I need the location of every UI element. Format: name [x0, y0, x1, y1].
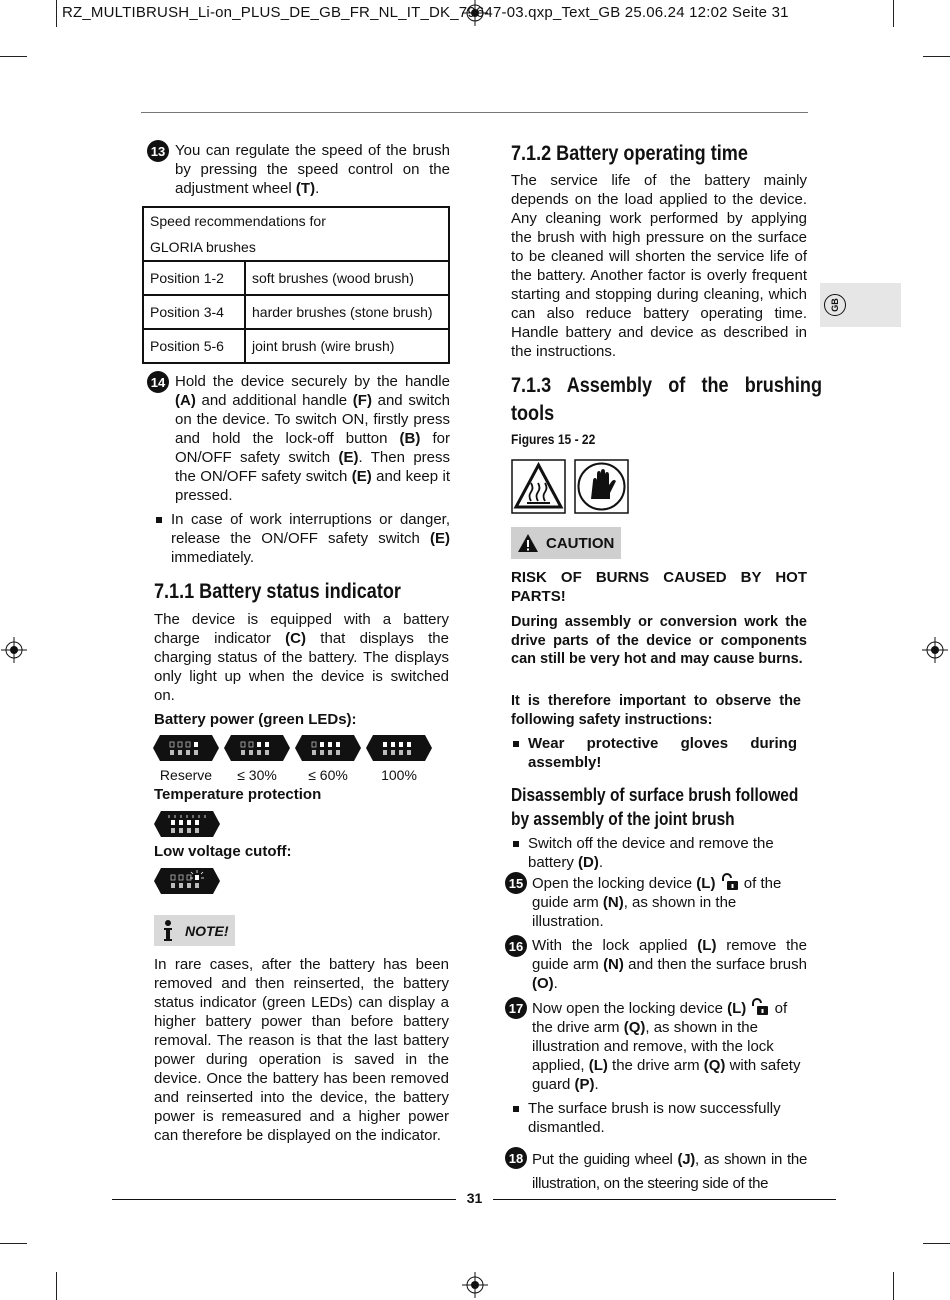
crop-mark: [923, 56, 950, 57]
table-header-line: GLORIA brushes: [150, 239, 256, 255]
safety-instructions-intro: It is therefore important to observe the following safety instructions:: [511, 693, 801, 728]
paragraph-text: that displays the charging status of the battery. The displays only light up when the device is switched on.: [154, 630, 449, 704]
bullet-text: Switch off the device and remove the battery: [528, 835, 774, 871]
led-indicator-icon: [294, 734, 362, 762]
burn-risk-text: RISK OF BURNS CAUSED BY HOT PARTS!: [511, 569, 807, 605]
section-heading: 7.1.3 Assembly of the brushing: [511, 374, 823, 397]
table-cell: Position 1-2: [143, 261, 245, 295]
table-cell: joint brush (wire brush): [245, 329, 449, 363]
table-row: [143, 295, 449, 329]
heading-7-1-1: [154, 578, 454, 606]
reference: (N): [603, 956, 624, 973]
table-cell: harder brushes (stone brush): [245, 295, 449, 329]
reference: (E): [338, 449, 359, 466]
step-text: and switch on the device. To switch ON, firstly press and hold the lock-off button: [175, 392, 450, 447]
reference: (D): [578, 854, 599, 871]
crop-mark: [893, 0, 894, 27]
table-cell: Position 5-6: [143, 329, 245, 363]
during-assembly-text: During assembly or conversion work the drive parts of the device or components can still be very hot and may cause burns.: [511, 614, 807, 667]
section-heading: 7.1.1 Battery status indicator: [154, 580, 401, 603]
unlocked-padlock-icon: [720, 873, 740, 891]
crop-mark: [0, 56, 27, 57]
note-paragraph: In rare cases, after the battery has been removed and then reinserted, the battery status indicator (green LEDs) can display a higher battery power than before battery removal. The reason is that the last battery power during operation is saved in the device. Once the battery has been removed and reinserted into the device, the battery power is remeasured and a higher power can therefore be displayed on the indicator.: [154, 956, 449, 1144]
caution-label: CAUTION: [546, 534, 615, 552]
unlocked-padlock-icon: [750, 998, 770, 1016]
footer-rule-left: [112, 1199, 456, 1200]
warning-triangle-icon: [517, 533, 539, 553]
step-15: [505, 873, 807, 931]
crop-mark: [56, 1272, 57, 1300]
table-cell: soft brushes (wood brush): [245, 261, 449, 295]
crop-mark: [923, 1243, 950, 1244]
reference: (A): [175, 392, 196, 409]
bullet-dismantled: [513, 1099, 807, 1137]
crop-mark: [56, 0, 57, 27]
step-text: Put the guiding wheel: [532, 1151, 678, 1168]
heading-7-1-2: [511, 140, 811, 168]
speed-table: [142, 206, 450, 364]
table-row: [143, 261, 449, 295]
step-text: , as shown in the illustration.: [532, 894, 737, 930]
reference: (O): [532, 975, 554, 992]
reference: (E): [430, 530, 450, 547]
step-text: , as shown in the illustration and remove, with the lock applied,: [532, 1019, 774, 1074]
step-text: .: [315, 180, 320, 197]
wear-gloves-icon: [574, 459, 629, 514]
reference: (L): [588, 1057, 608, 1074]
reference: (J): [677, 1151, 695, 1168]
note-badge: [154, 915, 235, 946]
page-number: 31: [466, 1190, 483, 1206]
step-number: 18: [505, 1147, 527, 1169]
bullet-switch-off: [513, 834, 807, 872]
low-voltage-led-icon: [153, 867, 221, 895]
reference: (Q): [623, 1019, 646, 1036]
step-text: Open the locking device: [532, 875, 697, 892]
led-label: Reserve: [159, 767, 213, 783]
step-number: 14: [147, 371, 169, 393]
bullet-icon: [513, 741, 519, 747]
step-text: of the drive arm: [532, 1000, 788, 1036]
led-label: ≤ 30%: [237, 767, 277, 783]
section-heading: 7.1.2 Battery operating time: [511, 142, 748, 165]
bullet-text: In case of work interruptions or danger, release the ON/OFF safety switch: [171, 511, 450, 547]
step-number: 13: [147, 140, 169, 162]
crop-mark: [0, 1243, 27, 1244]
step-16: [505, 936, 807, 993]
low-voltage-label: Low voltage cutoff:: [154, 843, 292, 860]
reference: (B): [399, 430, 421, 447]
step-number: 15: [505, 872, 527, 894]
step-text: You can regulate the speed of the brush by pressing the speed control on the adjustment wheel: [175, 142, 450, 197]
led-indicator-icon: [223, 734, 291, 762]
temperature-label: Temperature protection: [154, 786, 322, 803]
led-label: 100%: [381, 767, 417, 783]
step-13: [147, 141, 450, 198]
note-label: NOTE!: [185, 922, 229, 939]
step-text: for ON/OFF safety switch: [175, 430, 450, 466]
reference: (E): [351, 468, 372, 485]
table-cell: Position 3-4: [143, 295, 245, 329]
step-text: With the lock applied: [532, 937, 698, 954]
bullet-icon: [513, 1106, 519, 1112]
bullet-text: Wear protective gloves during assembly!: [528, 735, 797, 771]
battery-status-paragraph: [154, 610, 449, 705]
crop-mark: [893, 1272, 894, 1300]
registration-mark-icon: [462, 1272, 488, 1298]
paragraph-text: The device is equipped with a battery charge indicator: [154, 611, 449, 647]
step-text: of the guide arm: [532, 875, 782, 911]
led-indicator-icon: [152, 734, 220, 762]
top-rule: [141, 112, 808, 113]
info-icon: [159, 919, 179, 943]
reference: (L): [727, 1000, 747, 1017]
step-text: with safety guard: [532, 1057, 801, 1093]
reference: (Q): [703, 1057, 726, 1074]
reference: (P): [574, 1076, 595, 1093]
operating-time-paragraph: The service life of the battery mainly depends on the load applied to the device. Any cleaning work performed by applying the brush with high pressure on the surface to be cleaned will shorten the service life of the battery. Another factor is overly frequent starting and stopping during cleaning, which can also reduce battery operating time. Handle battery and device as described in the instructions.: [511, 172, 807, 360]
heading-7-1-3: [511, 372, 823, 428]
step-text: Hold the device securely by the handle: [175, 373, 450, 390]
registration-mark-icon: [922, 637, 948, 663]
step-text: remove the guide arm: [532, 937, 807, 973]
step-number: 17: [505, 997, 527, 1019]
step-text: and additional handle: [195, 392, 353, 409]
step-17: [505, 998, 807, 1094]
print-slug: RZ_MULTIBRUSH_Li-on_PLUS_DE_GB_FR_NL_IT_DK_79647-03.qxp_Text_GB 25.06.24 12:02 Seite 31: [62, 4, 789, 21]
bullet-interruptions: [156, 510, 450, 567]
table-header-line: Speed recommendations for: [150, 213, 326, 229]
reference: (C): [285, 630, 306, 647]
registration-mark-icon: [1, 637, 27, 663]
bullet-icon: [513, 841, 519, 847]
step-text: .: [553, 975, 558, 992]
battery-power-label: Battery power (green LEDs):: [154, 711, 357, 728]
table-header-row: [143, 207, 449, 261]
step-text: and then the surface brush: [623, 956, 807, 973]
step-text: and keep it pressed.: [175, 468, 450, 504]
bullet-text: immediately.: [171, 549, 255, 566]
bullet-text: .: [598, 854, 604, 871]
caution-badge: [511, 527, 621, 559]
section-heading: tools: [511, 402, 555, 425]
led-label: ≤ 60%: [308, 767, 348, 783]
led-indicator-icon: [365, 734, 433, 762]
step-text: Now open the locking device: [532, 1000, 728, 1017]
figures-reference: Figures 15 - 22: [511, 431, 596, 447]
bullet-text: The surface brush is now successfully dismantled.: [528, 1100, 781, 1136]
bullet-icon: [156, 517, 162, 523]
reference: (L): [696, 875, 716, 892]
step-18: [505, 1148, 807, 1196]
hot-surface-warning-icon: [511, 459, 566, 514]
language-tab: [820, 283, 901, 327]
reference: (L): [697, 937, 717, 954]
footer-rule-right: [493, 1199, 836, 1200]
language-tab-label: GB: [824, 294, 846, 316]
temperature-led-icon: [153, 810, 221, 838]
step-text: . Then press the ON/OFF safety switch: [175, 449, 450, 485]
bullet-gloves: [513, 734, 797, 772]
reference: (T): [295, 180, 316, 197]
table-row: [143, 329, 449, 363]
step-14: [147, 372, 450, 505]
step-text: the drive arm: [607, 1057, 704, 1074]
step-text: , as shown in the illustration, on the steering side of the: [532, 1151, 807, 1192]
reference: (F): [352, 392, 372, 409]
step-number: 16: [505, 935, 527, 957]
reference: (N): [602, 894, 624, 911]
step-text: .: [594, 1076, 599, 1093]
disassembly-heading: Disassembly of surface brush followed by assembly of the joint brush: [511, 785, 799, 829]
